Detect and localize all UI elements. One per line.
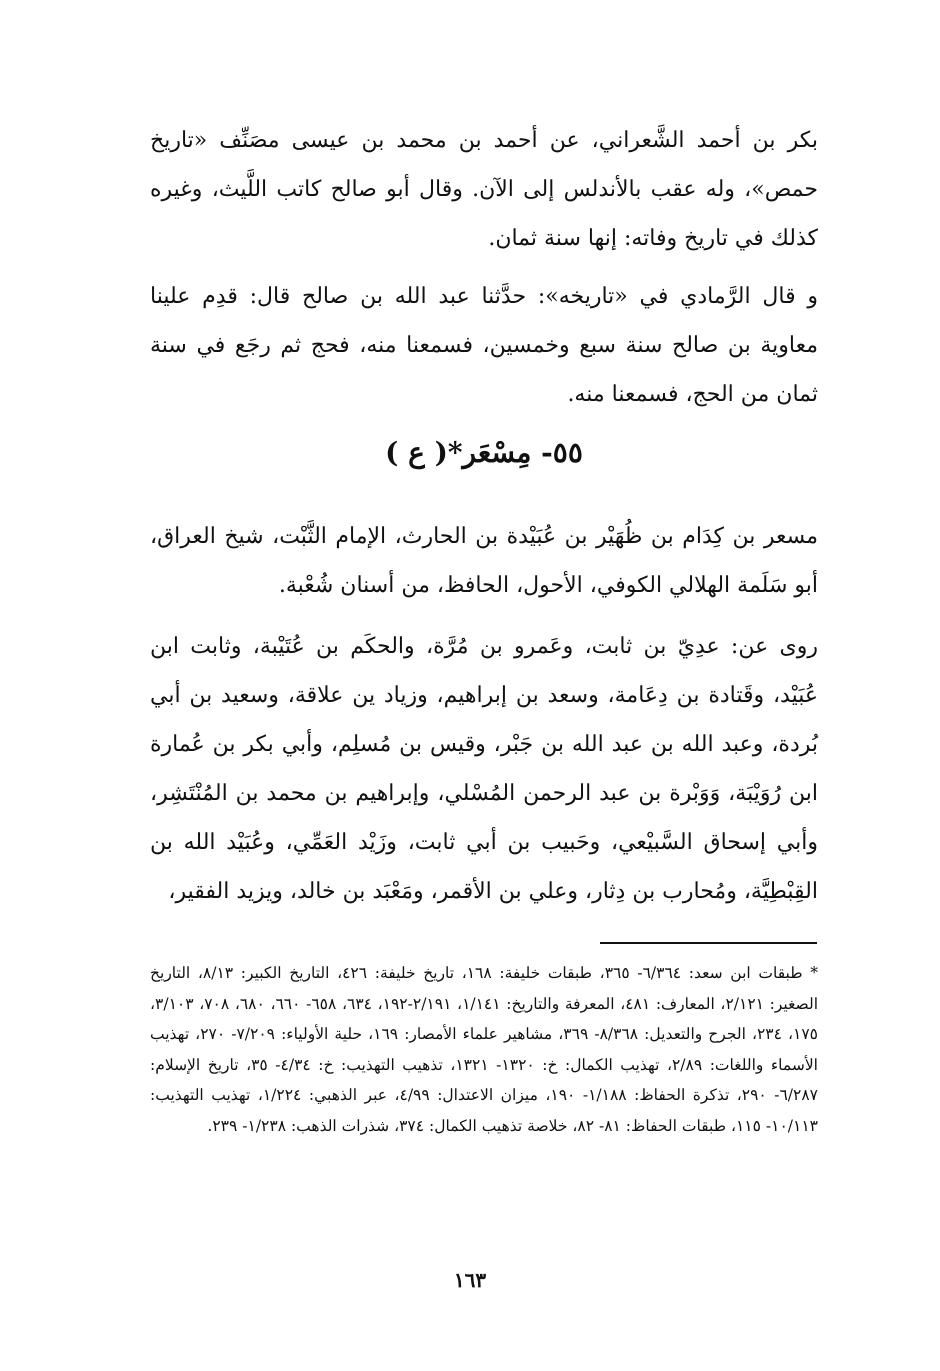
paragraph-ramadi: و قال الرَّمادي في «تاريخه»: حدَّثنا عبد الله بن صالح قال: قدِم علينا معاوية بن صالح سنة سبع وخمسين، فسمعنا منه، فحج ثم رجَع في سنة ثمان من الحج، فسمعنا منه. — [150, 284, 818, 407]
footnote: * طبقات ابن سعد: ٦/٣٦٤- ٣٦٥، طبقات خليفة: ١٦٨، تاريخ خليفة: ٤٢٦، التاريخ الكبير: ٨/١٣، التاريخ الصغير: ٢/١٢١، المعارف: ٤٨١، المعرفة والتاريخ: ١/١٤١، ٢/١٩١-١٩٢، ٦٣٤، ٦٥٨- ٦٦٠، ٦٨٠، ٧٠٨، ٣/١٠٣، ١٧٥، ٢٣٤، الجرح والتعديل: ٨/٣٦٨- ٣٦٩، مشاهير علماء الأمصار: ١٦٩، حلية الأولياء: ٧/٢٠٩- ٢٧٠، تهذيب الأسماء واللغات: ٢/٨٩، تهذيب الكمال: خ: ١٣٢٠- ١٣٢١، تذهيب التهذيب: خ: ٤/٣٤- ٣٥، تاريخ الإسلام: ٦/٢٨٧- ٢٩٠، تذكرة الحفاظ: ١/١٨٨- ١٩٠، ميزان الاعتدال: ٤/٩٩، عبر الذهبي: ١/٢٢٤، تهذيب التهذيب: ١٠/١١٣- ١١٥، طبقات الحفاظ: ٨١- ٨٢، خلاصة تذهيب الكمال: ٣٧٤، شذرات الذهب: ١/٢٣٨- ٢٣٩. — [150, 964, 819, 1135]
entry-heading: ٥٥- مِسْعَر*( ع ) — [385, 436, 583, 469]
footnote-divider — [600, 942, 817, 944]
paragraph-biography: مسعر بن كِدَام بن ظُهَيْر بن عُبَيْدة بن الحارث، الإمام الثَّبْت، شيخ العراق، أبو سَلَمة الهلالي الكوفي، الأحول، الحافظ، من أسنان شُعْبة. — [150, 524, 818, 598]
paragraph-intro: بكر بن أحمد الشَّعراني، عن أحمد بن محمد بن عيسى مصَنِّف «تاريخ حمص»، وله عقب بالأندلس إلى الآن. وقال أبو صالح كاتب اللَّيث، وغيره كذلك في تاريخ وفاته: إنها سنة ثمان. — [150, 128, 819, 251]
page-number: ١٦٣ — [453, 1268, 487, 1292]
paragraph-narrators: روى عن: عدِيّ بن ثابت، وعَمرو بن مُرَّة، والحكَم بن عُتَيْبة، وثابت ابن عُبَيْد، وقَتادة بن دِعَامة، وسعد بن إبراهيم، وزياد ين علاقة، وسعيد بن أبي بُردة، وعبد الله بن عبد الله بن جَبْر، وقيس بن مُسلِم، وأبي بكر بن عُمارة ابن رُوَيْبَة، وَوَبْرة بن عبد الرحمن المُسْلي، وإبراهيم بن محمد بن المُنْتَشِر، وأبي إسحاق السَّبيْعي، وحَبيب بن أبي ثابت، وزَيْد العَمِّي، وعُبَيْد الله بن القِبْطِيَّة، ومُحارب بن دِثار، وعلي بن الأقمر، ومَعْبَد بن خالد، ويزيد الفقير، — [150, 634, 819, 904]
